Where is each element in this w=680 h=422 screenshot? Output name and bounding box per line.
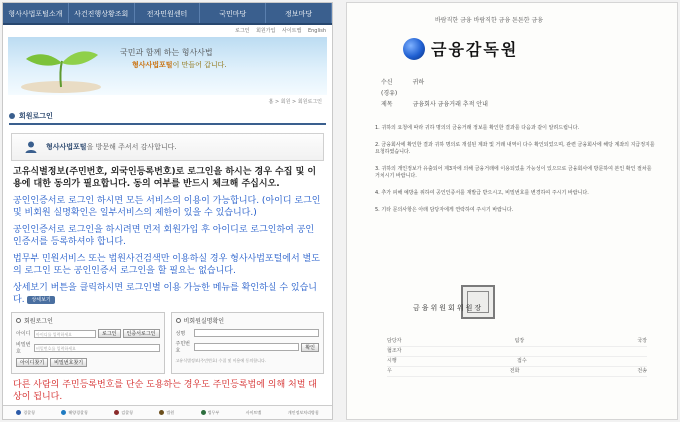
doc-body [375, 125, 655, 224]
footer-cell: 담당자 [387, 338, 402, 344]
police-icon [16, 410, 21, 415]
member-login-title-text: 회원로그인 [24, 318, 53, 325]
rrn-input[interactable] [194, 343, 300, 351]
meta-value: 귀하 [412, 79, 425, 86]
top-navigation [3, 3, 332, 25]
page-title [9, 109, 326, 125]
cert-login-button[interactable]: 인증서로그인 [123, 329, 160, 338]
pw-input[interactable]: 비밀번호를 입력하세요 [34, 344, 160, 352]
pw-label: 비밀번호 [16, 342, 31, 355]
doc-paragraph: 1. 귀하의 요청에 따라 귀하 명의의 금융거래 정보를 확인한 결과를 다음과 같이 알려드립니다. [375, 125, 580, 131]
globe-icon [403, 38, 425, 60]
person-icon [24, 140, 38, 154]
banner-headline: 국민과 함께 하는 형사사법 [120, 48, 213, 57]
name-row [176, 329, 320, 337]
cert-register-info: 공인인증서로 로그인을 하시려면 먼저 회원가입 후 아이디로 로그인하여 공인인증서를 등록하셔야 합니다. [13, 225, 315, 247]
utility-links [3, 25, 332, 37]
footer-cell: 협조자 [387, 348, 402, 354]
login-area [11, 312, 324, 374]
coastguard-icon [61, 410, 66, 415]
member-login-title[interactable] [16, 316, 160, 325]
nav-item-info[interactable]: 정보마당 [266, 3, 332, 23]
footer-cell: 전화 [509, 368, 520, 374]
meta-key: (경유) [381, 90, 398, 97]
radio-icon[interactable] [16, 318, 21, 323]
footer-item[interactable] [246, 410, 261, 416]
util-login-link[interactable]: 로그인 [235, 28, 250, 34]
util-join-link[interactable]: 회원가입 [256, 28, 276, 34]
banner-subline [132, 60, 227, 70]
nonmember-login-title[interactable] [176, 316, 320, 325]
detail-info-text: 상세보기 버튼을 클릭하시면 로그인별 이용 가능한 메뉴를 확인하실 수 있습니다. [13, 283, 317, 305]
radio-icon[interactable] [176, 318, 181, 323]
nav-item-public[interactable]: 국민마당 [200, 3, 266, 23]
court-icon [159, 410, 164, 415]
warning-notice: 다른 사람의 주민등록번호를 단순 도용하는 경우도 주민등록법에 의해 처벌 대상이 됩니다. [13, 380, 317, 402]
meta-row [381, 88, 488, 99]
footer-row [387, 337, 647, 347]
consent-notice: 고유식별정보(주민번호, 외국인등록번호)로 로그인을 하시는 경우 수집 및 이용에 대한 동의가 필요합니다. 동의 여부를 반드시 체크해 주십시오. [13, 167, 317, 189]
footer-item[interactable] [288, 410, 319, 416]
official-document [346, 2, 678, 420]
footer-item[interactable] [114, 410, 133, 416]
rrn-label: 주민번호 [175, 341, 190, 354]
util-english-link[interactable]: English [307, 28, 326, 34]
id-row [16, 329, 160, 338]
footer-cell: 우 [387, 368, 392, 374]
footer-label: 검찰청 [121, 409, 133, 415]
doc-footer [387, 337, 647, 377]
banner-highlight: 형사사법포털 [132, 61, 173, 69]
footer-cell: 국장 [637, 338, 647, 344]
nav-item-about[interactable]: 형사사법포털소개 [3, 3, 69, 23]
detail-button[interactable]: 상세보기 [27, 296, 54, 304]
footer-cell: 시행 [387, 358, 397, 364]
footer-cell: 접수 [517, 358, 527, 364]
justice-icon [201, 410, 206, 415]
footer-item[interactable] [61, 410, 87, 416]
footer-row [387, 347, 647, 357]
footer-label: 사이트맵 [245, 409, 262, 415]
breadcrumb: 홈 > 회원 > 회원로그인 [268, 99, 322, 105]
hero-banner [8, 37, 327, 95]
find-id-button[interactable]: 아이디찾기 [16, 358, 48, 367]
footer-row [387, 367, 647, 377]
org-name: 금융감독원 [431, 40, 519, 59]
util-sitemap-link[interactable]: 사이트맵 [282, 28, 302, 34]
external-service-info: 법무부 민원서비스 또는 법원사건검색만 이용하실 경우 형사사법포털에서 별도의 로그인 또는 공인인증서 로그인을 할 필요는 없습니다. [13, 254, 320, 276]
sprout-icon [16, 43, 106, 93]
meta-key: 제목 [381, 101, 393, 108]
consent-note: 고유식별정보(주민번호) 수집 및 이용에 동의합니다. [175, 358, 267, 363]
welcome-strong: 형사사법포털 [46, 143, 87, 151]
doc-paragraph: 5. 기타 문의사항은 아래 담당자에게 연락하여 주시기 바랍니다. [375, 207, 514, 213]
id-label: 아이디 [16, 331, 31, 337]
nonmember-login-box [171, 312, 325, 374]
banner-subline-rest: 이 만들어 갑니다. [172, 61, 227, 69]
doc-paragraph: 4. 추가 피해 예방을 위하여 공인인증서를 재발급 받으시고, 비밀번호를 변경하여 주시기 바랍니다. [375, 190, 589, 196]
official-seal-icon [461, 285, 495, 319]
footer-item[interactable] [201, 410, 220, 416]
footer-row [387, 357, 647, 367]
rrn-row [176, 340, 320, 354]
page-title-text: 회원로그인 [19, 112, 53, 120]
bullet-icon [9, 113, 15, 119]
footer-label: 해양경찰청 [68, 409, 88, 415]
welcome-box [11, 133, 324, 161]
footer-links [3, 405, 332, 419]
find-pw-button[interactable]: 비밀번호찾기 [50, 358, 87, 367]
meta-value: 금융회사 금융거래 추적 안내 [412, 101, 488, 108]
footer-label: 개인정보처리방침 [287, 409, 319, 415]
org-logo [403, 37, 518, 60]
id-input[interactable]: 아이디를 입력하세요 [34, 330, 96, 338]
meta-key: 수신 [381, 79, 393, 86]
cert-login-info: 공인인증서로 로그인 하시면 모든 서비스의 이용이 가능합니다. (아이디 로그인 및 비회원 실명확인은 일부서비스의 제한이 있을 수 있습니다.) [13, 196, 321, 218]
nonmember-login-title-text: 비회원실명확인 [183, 318, 225, 325]
find-row [16, 358, 160, 367]
nav-item-civil-center[interactable]: 전자민원센터 [135, 3, 201, 23]
meta-row [381, 77, 488, 88]
footer-label: 법원 [166, 409, 175, 415]
name-label: 성명 [175, 330, 186, 337]
doc-meta [381, 77, 488, 110]
detail-info [13, 282, 322, 306]
login-button[interactable]: 로그인 [98, 329, 121, 338]
footer-cell: 전송 [637, 368, 647, 374]
pw-row [16, 341, 160, 355]
doc-paragraph: 2. 금융회사에 확인한 결과 귀하 명의로 개설된 계좌 및 거래 내역이 다수 확인되었으며, 관련 금융회사에 해당 계좌의 지급정지를 요청하였습니다. [375, 142, 655, 155]
nav-item-case-status[interactable]: 사건진행상황조회 [69, 3, 135, 23]
confirm-button[interactable]: 확인 [301, 343, 319, 352]
footer-item[interactable] [16, 410, 35, 416]
doc-signer: 금융위원회위원장 [413, 304, 484, 312]
welcome-text [46, 142, 177, 152]
footer-label: 경찰청 [23, 409, 35, 415]
footer-label: 법무부 [207, 409, 220, 415]
portal-login-page [2, 2, 333, 420]
name-input[interactable] [194, 329, 320, 337]
doc-paragraph: 3. 귀하의 개인정보가 유출되어 제3자에 의해 금융거래에 이용되었을 가능성이 있으므로 금융회사에 방문하여 본인 확인 절차를 거치시기 바랍니다. [375, 166, 652, 179]
meta-row [381, 99, 488, 110]
footer-cell: 팀장 [514, 338, 525, 344]
prosecution-icon [114, 410, 119, 415]
doc-slogan: 바람직한 금융 바람직한 금융 튼튼한 금융 [435, 17, 544, 24]
member-login-box [11, 312, 165, 374]
footer-item[interactable] [159, 410, 174, 416]
welcome-rest: 을 방문해 주셔서 감사합니다. [86, 143, 177, 151]
